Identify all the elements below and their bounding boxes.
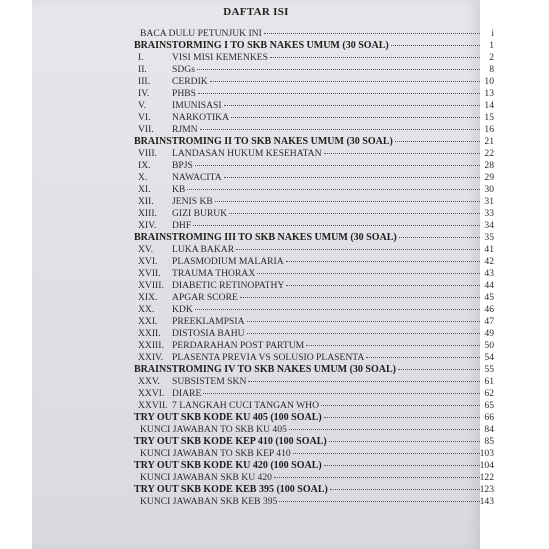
toc-entry bbox=[130, 196, 494, 208]
dot-leader bbox=[203, 392, 480, 394]
toc-page-number: 84 bbox=[484, 424, 494, 435]
dot-leader bbox=[270, 56, 480, 58]
toc-entry-label: SUBSISTEM SKN bbox=[172, 376, 247, 387]
dot-leader bbox=[398, 368, 480, 370]
dot-leader bbox=[279, 500, 480, 502]
toc-page-number: 33 bbox=[484, 208, 494, 219]
toc-entry-label: PLASMODIUM MALARIA bbox=[172, 256, 284, 267]
dot-leader bbox=[391, 44, 480, 46]
toc-entry-label: JENIS KB bbox=[172, 196, 213, 207]
toc-page-number: 122 bbox=[479, 472, 494, 483]
toc-entry-number: XI. bbox=[138, 184, 151, 195]
toc-page-number: 29 bbox=[484, 172, 494, 183]
toc-entry-number: XXIII. bbox=[138, 340, 164, 351]
toc-entry-label: PREEKLAMPSIA bbox=[172, 316, 245, 327]
toc-entry-label: DHF bbox=[172, 220, 192, 231]
toc-entry-label: KUNCI JAWABAN SKB KEB 395 bbox=[140, 496, 278, 507]
toc-entry-number: VI. bbox=[138, 112, 151, 123]
toc-page-number: 44 bbox=[484, 280, 494, 291]
toc-entry bbox=[130, 184, 494, 196]
dot-leader bbox=[236, 248, 480, 250]
toc-entry bbox=[130, 244, 494, 256]
toc-entry bbox=[130, 340, 494, 352]
toc-entry-label: KB bbox=[172, 184, 186, 195]
toc-page-number: 49 bbox=[484, 328, 494, 339]
toc-entry-label: KUNCI JAWABAN TO SKB KEP 410 bbox=[140, 448, 291, 459]
toc-entry-label: LANDASAN HUKUM KESEHATAN bbox=[172, 148, 322, 159]
toc-entry-number: XXV. bbox=[138, 376, 160, 387]
toc-entry-label: RJMN bbox=[172, 124, 198, 135]
toc-entry-number: II. bbox=[138, 64, 147, 75]
toc-page-number: 45 bbox=[484, 292, 494, 303]
toc-entry-label: IMUNISASI bbox=[172, 100, 222, 111]
toc-entry-number: III. bbox=[138, 76, 150, 87]
toc-entry bbox=[130, 208, 494, 220]
toc-entry-label: PLASENTA PREVIA VS SOLUSIO PLASENTA bbox=[172, 352, 365, 363]
toc-entry-label: TRY OUT SKB KODE KEB 395 (100 SOAL) bbox=[134, 484, 328, 495]
toc-page-number: 1 bbox=[489, 40, 494, 51]
toc-page-number: 34 bbox=[484, 220, 494, 231]
toc-page-number: 46 bbox=[484, 304, 494, 315]
dot-leader bbox=[197, 68, 480, 70]
toc-entry-label: TRAUMA THORAX bbox=[172, 268, 256, 279]
toc-entry-label: GIZI BURUK bbox=[172, 208, 228, 219]
toc-section-heading bbox=[130, 364, 494, 376]
dot-leader bbox=[200, 128, 480, 130]
dot-leader bbox=[399, 236, 480, 238]
dot-leader bbox=[248, 380, 480, 382]
dot-leader bbox=[274, 476, 480, 478]
toc-page-number: 50 bbox=[484, 340, 494, 351]
toc-page-number: 65 bbox=[484, 400, 494, 411]
toc-entry-label: KDK bbox=[172, 304, 193, 315]
dot-leader bbox=[324, 464, 480, 466]
toc-entry bbox=[130, 220, 494, 232]
toc-page-number: i bbox=[491, 28, 494, 39]
toc-entry bbox=[130, 256, 494, 268]
toc-entry-label: PHBS bbox=[172, 88, 196, 99]
toc-entry-number: XVI. bbox=[138, 256, 158, 267]
toc-page-number: 30 bbox=[484, 184, 494, 195]
toc-entry-number: XIII. bbox=[138, 208, 157, 219]
toc-page-number: 31 bbox=[484, 196, 494, 207]
toc-page-number: 104 bbox=[479, 460, 494, 471]
toc-entry-number: I. bbox=[138, 52, 144, 63]
dot-leader bbox=[247, 320, 481, 322]
toc-entry-label: KUNCI JAWABAN SKB KU 420 bbox=[140, 472, 272, 483]
toc-entry-label: TRY OUT SKB KODE KU 405 (100 SOAL) bbox=[134, 412, 322, 423]
toc-entry-label: DIABETIC RETINOPATHY bbox=[172, 280, 285, 291]
toc-entry-label: PERDARAHAN POST PARTUM bbox=[172, 340, 305, 351]
toc-page-number: 61 bbox=[484, 376, 494, 387]
toc-page-number: 41 bbox=[484, 244, 494, 255]
toc-entry-label: 7 LANGKAH CUCI TANGAN WHO bbox=[172, 400, 320, 411]
dot-leader bbox=[224, 104, 480, 106]
toc-entry bbox=[130, 292, 494, 304]
toc-entry-label: KUNCI JAWABAN TO SKB KU 405 bbox=[140, 424, 287, 435]
dot-leader bbox=[321, 404, 480, 406]
dot-leader bbox=[286, 284, 480, 286]
toc-page-number: 54 bbox=[484, 352, 494, 363]
toc-entry-number: IX. bbox=[138, 160, 151, 171]
toc-page-number: 35 bbox=[484, 232, 494, 243]
toc-page-number: 55 bbox=[484, 364, 494, 375]
toc-page-number: 123 bbox=[479, 484, 494, 495]
dot-leader bbox=[286, 260, 480, 262]
dot-leader bbox=[187, 188, 480, 190]
toc-entry-number: VIII. bbox=[138, 148, 157, 159]
toc-entry bbox=[130, 400, 494, 412]
toc-entry bbox=[130, 472, 494, 484]
toc-entry bbox=[130, 148, 494, 160]
toc-entry-number: XII. bbox=[138, 196, 154, 207]
toc-entry-label: TRY OUT SKB KODE KU 420 (100 SOAL) bbox=[134, 460, 322, 471]
toc-entry bbox=[130, 76, 494, 88]
toc-page-number: 22 bbox=[484, 148, 494, 159]
dot-leader bbox=[224, 176, 480, 178]
toc-page-number: 13 bbox=[484, 88, 494, 99]
toc-entry bbox=[130, 424, 494, 436]
dot-leader bbox=[240, 296, 480, 298]
table-of-contents bbox=[130, 28, 494, 508]
dot-leader bbox=[329, 440, 480, 442]
toc-section-heading bbox=[130, 484, 494, 496]
toc-entry-label: TRY OUT SKB KODE KEP 410 (100 SOAL) bbox=[134, 436, 327, 447]
toc-section-heading bbox=[130, 436, 494, 448]
dot-leader bbox=[264, 32, 480, 34]
dot-leader bbox=[257, 272, 480, 274]
dot-leader bbox=[210, 80, 480, 82]
book-page bbox=[32, 0, 494, 549]
toc-entry bbox=[130, 376, 494, 388]
toc-entry-label: VISI MISI KEMENKES bbox=[172, 52, 268, 63]
toc-page-number: 21 bbox=[484, 136, 494, 147]
dot-leader bbox=[229, 212, 480, 214]
toc-page-number: 43 bbox=[484, 268, 494, 279]
dot-leader bbox=[231, 116, 480, 118]
toc-entry-label: APGAR SCORE bbox=[172, 292, 238, 303]
toc-entry-number: XIX. bbox=[138, 292, 158, 303]
toc-page-number: 47 bbox=[484, 316, 494, 327]
toc-page-number: 143 bbox=[479, 496, 494, 507]
dot-leader bbox=[195, 164, 480, 166]
dot-leader bbox=[198, 92, 480, 94]
dot-leader bbox=[306, 344, 480, 346]
toc-page-number: 2 bbox=[489, 52, 494, 63]
toc-entry-label: BRAINSTROMING IV TO SKB NAKES UMUM (30 SOAL) bbox=[134, 364, 396, 375]
toc-entry bbox=[130, 304, 494, 316]
toc-entry-label: NARKOTIKA bbox=[172, 112, 230, 123]
dot-leader bbox=[395, 140, 480, 142]
toc-entry bbox=[130, 268, 494, 280]
dot-leader bbox=[293, 452, 480, 454]
toc-page-number: 8 bbox=[489, 64, 494, 75]
dot-leader bbox=[195, 308, 480, 310]
toc-entry-number: V. bbox=[138, 100, 147, 111]
toc-entry bbox=[130, 88, 494, 100]
toc-page-number: 28 bbox=[484, 160, 494, 171]
toc-page-number: 66 bbox=[484, 412, 494, 423]
toc-page-number: 10 bbox=[484, 76, 494, 87]
toc-entry bbox=[130, 28, 494, 40]
toc-entry bbox=[130, 124, 494, 136]
dot-leader bbox=[324, 416, 480, 418]
dot-leader bbox=[247, 332, 480, 334]
toc-entry-label: BRAINSTROMING III TO SKB NAKES UMUM (30 SOAL) bbox=[134, 232, 397, 243]
toc-entry-number: XIV. bbox=[138, 220, 157, 231]
toc-entry-label: SDGs bbox=[172, 64, 195, 75]
dot-leader bbox=[289, 428, 480, 430]
page-title: DAFTAR ISI bbox=[223, 6, 289, 18]
toc-entry bbox=[130, 280, 494, 292]
toc-entry-number: XVII. bbox=[138, 268, 161, 279]
dot-leader bbox=[366, 356, 480, 358]
toc-page-number: 16 bbox=[484, 124, 494, 135]
toc-section-heading bbox=[130, 40, 494, 52]
toc-entry-label: LUKA BAKAR bbox=[172, 244, 235, 255]
toc-entry bbox=[130, 52, 494, 64]
toc-page-number: 62 bbox=[484, 388, 494, 399]
toc-page-number: 103 bbox=[479, 448, 494, 459]
toc-entry-number: XXVI. bbox=[138, 388, 165, 399]
toc-entry-label: BACA DULU PETUNJUK INI bbox=[140, 28, 262, 39]
toc-entry-label: NAWACITA bbox=[172, 172, 222, 183]
toc-page-number: 14 bbox=[484, 100, 494, 111]
toc-entry bbox=[130, 64, 494, 76]
toc-entry-number: XXI. bbox=[138, 316, 158, 327]
toc-entry-label: BPJS bbox=[172, 160, 193, 171]
dot-leader bbox=[193, 224, 480, 226]
toc-entry bbox=[130, 172, 494, 184]
toc-page-number: 42 bbox=[484, 256, 494, 267]
toc-entry-number: XVIII. bbox=[138, 280, 164, 291]
dot-leader bbox=[330, 488, 480, 490]
toc-entry-number: XXII. bbox=[138, 328, 161, 339]
toc-entry-label: DISTOSIA BAHU bbox=[172, 328, 245, 339]
toc-section-heading bbox=[130, 460, 494, 472]
toc-entry-number: XV. bbox=[138, 244, 154, 255]
toc-entry bbox=[130, 100, 494, 112]
toc-entry-label: CERDIK bbox=[172, 76, 208, 87]
toc-entry-label: BRAINSTROMING II TO SKB NAKES UMUM (30 SOAL) bbox=[134, 136, 393, 147]
dot-leader bbox=[215, 200, 480, 202]
toc-entry bbox=[130, 112, 494, 124]
toc-entry-label: DIARE bbox=[172, 388, 202, 399]
toc-entry bbox=[130, 496, 494, 508]
toc-entry bbox=[130, 316, 494, 328]
toc-entry-number: XX. bbox=[138, 304, 155, 315]
toc-entry bbox=[130, 448, 494, 460]
toc-page-number: 15 bbox=[484, 112, 494, 123]
toc-entry-number: IV. bbox=[138, 88, 150, 99]
toc-entry bbox=[130, 160, 494, 172]
toc-section-heading bbox=[130, 232, 494, 244]
toc-page-number: 85 bbox=[484, 436, 494, 447]
dot-leader bbox=[324, 152, 480, 154]
toc-entry-label: BRAINSTORMING I TO SKB NAKES UMUM (30 SOAL) bbox=[134, 40, 389, 51]
toc-entry-number: XXIV. bbox=[138, 352, 164, 363]
toc-section-heading bbox=[130, 412, 494, 424]
toc-entry bbox=[130, 352, 494, 364]
toc-entry bbox=[130, 328, 494, 340]
toc-entry-number: X. bbox=[138, 172, 148, 183]
toc-entry bbox=[130, 388, 494, 400]
toc-entry-number: XXVII. bbox=[138, 400, 168, 411]
toc-section-heading bbox=[130, 136, 494, 148]
toc-entry-number: VII. bbox=[138, 124, 154, 135]
